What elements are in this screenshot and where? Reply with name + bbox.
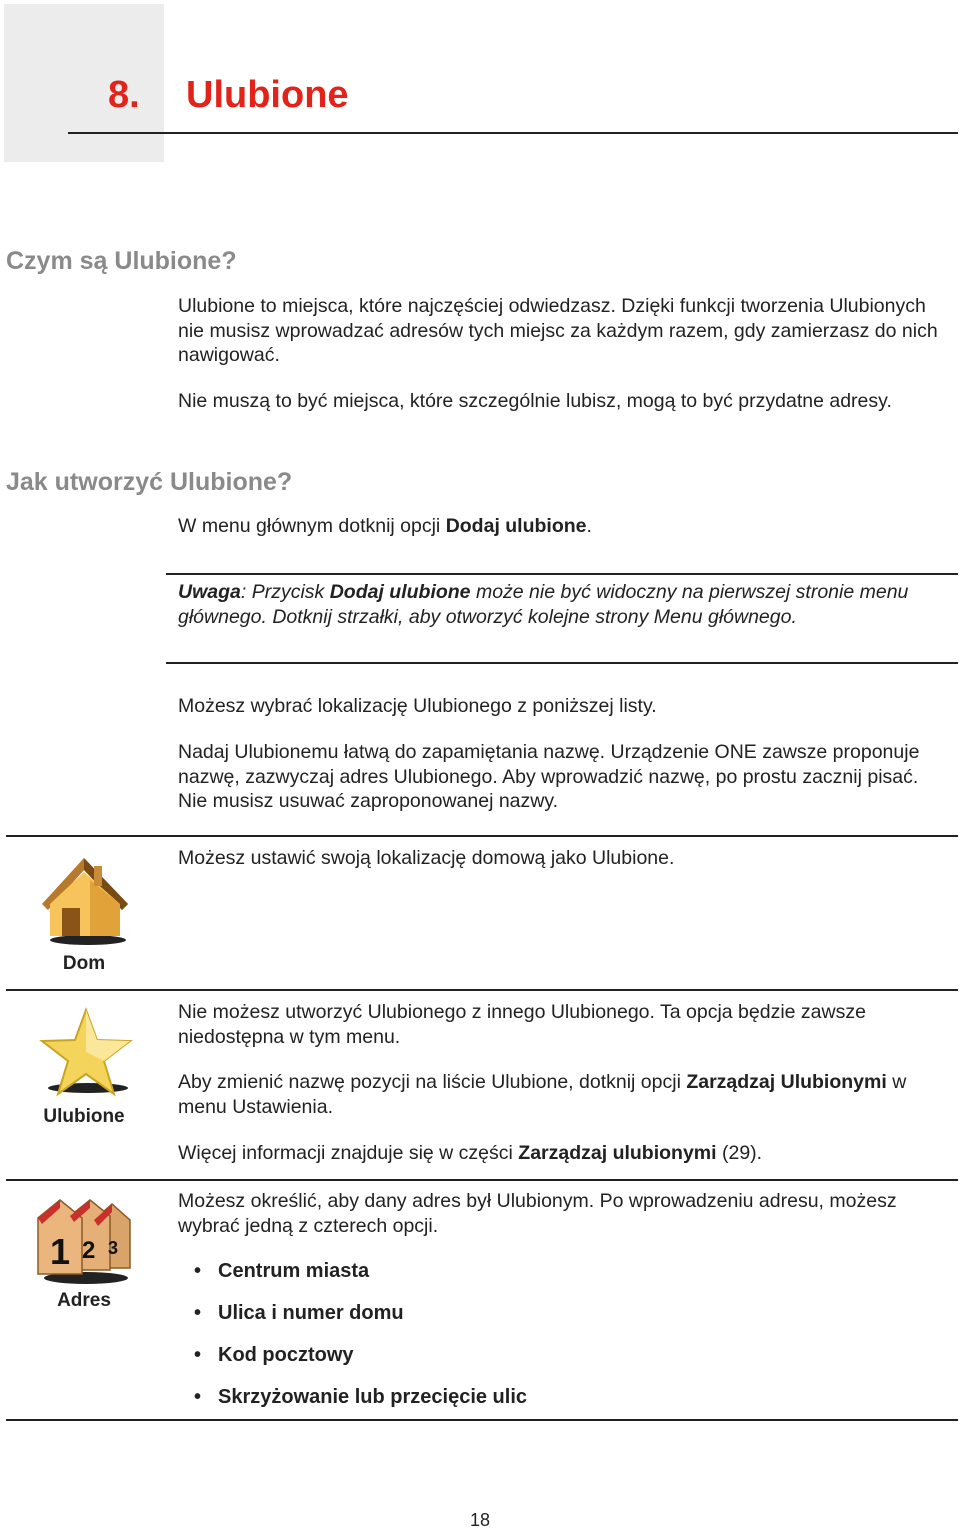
- header-rule: [68, 132, 958, 134]
- paragraph-what-2: Nie muszą to być miejsca, które szczególnie lubisz, mogą to być przydatne adresy.: [178, 390, 892, 412]
- note-text-2: może nie być widoczny na pierwszej stronie menu głównego. Dotknij strzałki, aby otworzyć kolejne strony Menu głównego.: [178, 581, 909, 628]
- caption-home: Dom: [62, 953, 106, 974]
- caption-address: Adres: [57, 1290, 111, 1311]
- paragraph-how-1: [178, 514, 948, 539]
- note-text-1: : Przycisk: [240, 581, 330, 603]
- section-heading-what: Czym są Ulubione?: [6, 247, 237, 275]
- bullet-4: •: [194, 1386, 202, 1408]
- option-street-number: Ulica i numer domu: [218, 1302, 404, 1324]
- address-houses-icon: [32, 1196, 136, 1288]
- address-description: Możesz określić, aby dany adres był Ulubionym. Po wprowadzeniu adresu, możesz wybrać jedną z czterech opcji.: [178, 1190, 897, 1237]
- list-item: [178, 1334, 527, 1376]
- star-icon: [36, 1006, 134, 1102]
- manage-favorites-reference: Zarządzaj ulubionymi: [518, 1142, 717, 1164]
- chapter-title: Ulubione: [186, 74, 349, 116]
- note-bold: Dodaj ulubione: [329, 581, 471, 603]
- chapter-number: 8.: [108, 74, 140, 116]
- row-rule-favorite: [6, 989, 958, 991]
- icon-digit-2: 2: [82, 1237, 96, 1264]
- house-icon: [34, 852, 134, 950]
- home-description: Możesz ustawić swoją lokalizację domową jako Ulubione.: [178, 847, 675, 869]
- manage-favorites-option: Zarządzaj Ulubionymi: [686, 1071, 887, 1093]
- favorite-text-2: Aby zmienić nazwę pozycji na liście Ulubione, dotknij opcji: [178, 1071, 687, 1093]
- icon-digit-1: 1: [50, 1231, 71, 1272]
- bullet-1: •: [194, 1260, 202, 1282]
- how-bold-option: Dodaj ulubione: [445, 515, 587, 537]
- address-options-list: [178, 1250, 527, 1418]
- note-block: [178, 580, 958, 629]
- note-label: Uwaga: [178, 581, 241, 603]
- icon-digit-3: 3: [108, 1238, 119, 1258]
- bullet-3: •: [194, 1344, 202, 1366]
- paragraph-name: Nadaj Ulubionemu łatwą do zapamiętania nazwę. Urządzenie ONE zawsze proponuje nazwę, zazwyczaj adres Ulubionego. Aby wprowadzić nazwę, po prostu zacznij pisać. Nie musisz usuwać zaproponowanej nazwy.: [178, 741, 920, 812]
- favorite-text-3-suffix: (29).: [716, 1142, 763, 1164]
- how-suffix: .: [586, 515, 592, 537]
- bottom-rule: [6, 1419, 958, 1421]
- option-crossing: Skrzyżowanie lub przecięcie ulic: [218, 1386, 528, 1408]
- list-item: [178, 1292, 527, 1334]
- note-top-rule: [166, 573, 958, 575]
- favorite-description-2: [178, 1070, 948, 1119]
- favorite-text-3: Więcej informacji znajduje się w części: [178, 1142, 519, 1164]
- option-city-center: Centrum miasta: [218, 1260, 370, 1282]
- caption-favorite: Ulubione: [43, 1106, 125, 1127]
- paragraph-what-1: Ulubione to miejsca, które najczęściej odwiedzasz. Dzięki funkcji tworzenia Ulubionych nie musisz wprowadzać adresów tych miejsc za każdym razem, gdy zamierzasz do nich nawigować.: [178, 295, 938, 366]
- how-text: W menu głównym dotknij opcji: [178, 515, 446, 537]
- paragraph-select: Możesz wybrać lokalizację Ulubionego z poniższej listy.: [178, 695, 657, 717]
- row-rule-address: [6, 1179, 958, 1181]
- section-heading-how: Jak utworzyć Ulubione?: [6, 468, 293, 496]
- favorite-description-3: [178, 1141, 948, 1166]
- favorite-text-2-suffix: w menu Ustawienia.: [178, 1071, 907, 1118]
- note-bottom-rule: [166, 662, 958, 664]
- page-number: 18: [469, 1510, 491, 1530]
- chapter-header-box: [4, 4, 164, 162]
- bullet-2: •: [194, 1302, 202, 1324]
- row-rule-home: [6, 835, 958, 837]
- option-postcode: Kod pocztowy: [218, 1344, 354, 1366]
- list-item: [178, 1376, 527, 1418]
- favorite-description-1: Nie możesz utworzyć Ulubionego z innego Ulubionego. Ta opcja będzie zawsze niedostępna w tym menu.: [178, 1001, 866, 1048]
- list-item: [178, 1250, 527, 1292]
